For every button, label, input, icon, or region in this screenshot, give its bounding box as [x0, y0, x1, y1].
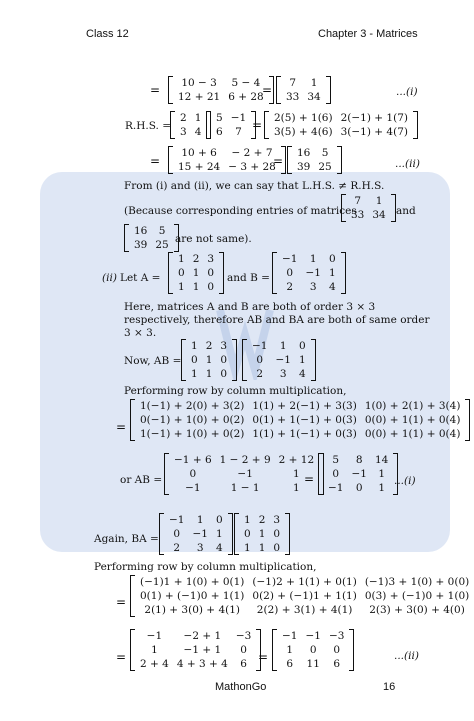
matrix-entry: 3	[220, 340, 228, 352]
matrix	[341, 194, 396, 222]
matrix-entry: 25	[318, 161, 332, 173]
matrix-entry: −1	[192, 528, 208, 540]
matrix	[287, 146, 342, 174]
matrix-entry: 2	[180, 112, 187, 124]
matrix-entry: 1	[178, 281, 185, 293]
matrix-entry: 1	[151, 644, 158, 656]
page-number: 16	[383, 681, 396, 693]
matrix-entry: 0	[220, 354, 228, 366]
matrix-entry: 1(1) + 1(−1) + 0(3)	[252, 428, 357, 440]
matrix-table	[187, 339, 231, 381]
matrix-entry: 25	[155, 239, 169, 251]
matrix-entry: −1	[146, 630, 163, 642]
matrix-entry: 4 + 3 + 4	[176, 658, 228, 670]
matrix-entry: 0	[333, 644, 341, 656]
matrix	[242, 339, 316, 381]
matrix-entry: −1	[282, 253, 298, 265]
matrix-entry: 1(1) + 2(−1) + 3(3)	[252, 400, 357, 412]
matrix-entry: 1	[178, 253, 185, 265]
matrix-entry: 2	[205, 340, 213, 352]
matrix-entry: 4	[215, 542, 223, 554]
matrix-table	[174, 252, 218, 294]
matrix	[130, 399, 470, 441]
matrix-entry: 0	[173, 528, 181, 540]
matrix-entry: 1	[375, 195, 383, 207]
matrix-entry: 0	[189, 468, 197, 480]
matrix-entry: 1	[205, 354, 213, 366]
header-chapter: Chapter 3 - Matrices	[318, 28, 418, 40]
matrix-table	[170, 453, 318, 495]
text-line: Here, matrices A and B are both of order 3 × 3	[124, 301, 376, 313]
matrix-entry: 3	[279, 368, 287, 380]
text-line: 3 × 3.	[124, 327, 157, 339]
matrix-entry: 0	[191, 354, 198, 366]
matrix-entry: 34	[372, 209, 386, 221]
matrix-table	[176, 111, 205, 139]
rhs-label: R.H.S. =	[125, 120, 172, 132]
matrix-table	[278, 629, 348, 671]
matrix-table	[270, 111, 412, 139]
equation-tag: ...(ii)	[395, 158, 420, 170]
matrix-entry: 10 − 3	[181, 77, 217, 89]
matrix	[159, 513, 233, 555]
matrix	[124, 224, 179, 252]
matrix-entry: 0(−1) + 1(0) + 0(2)	[140, 414, 245, 426]
matrix-entry: 0	[286, 267, 294, 279]
matrix-entry: 0	[240, 644, 247, 656]
text-line: or AB =	[120, 474, 163, 486]
matrix-entry: 16	[297, 147, 311, 159]
matrix-table	[174, 76, 268, 104]
matrix	[130, 575, 474, 617]
matrix-entry: 1	[192, 281, 200, 293]
matrix-entry: 1	[191, 368, 198, 380]
matrix-table	[174, 146, 280, 174]
text-line: and B =	[227, 272, 270, 284]
matrix-entry: 2	[286, 281, 294, 293]
text-line: Again, BA =	[94, 533, 159, 545]
text-line: (Because corresponding entries of matrices	[124, 205, 357, 217]
matrix	[272, 252, 346, 294]
matrix-entry: − 2 + 7	[231, 147, 273, 159]
matrix-entry: 39	[297, 161, 311, 173]
matrix-entry: 2 + 4	[140, 658, 169, 670]
matrix-entry: −1	[282, 630, 298, 642]
matrix-entry: 0	[328, 253, 336, 265]
matrix-entry: 0(2) + (−1)1 + 1(1)	[252, 590, 357, 602]
matrix-entry: −1	[305, 267, 321, 279]
matrix-entry: 1 − 1	[230, 482, 260, 494]
matrix-entry: −1	[237, 468, 253, 480]
matrix-entry: 7	[235, 126, 242, 138]
matrix-entry: 5	[332, 454, 340, 466]
equation-tag: ...(i)	[394, 475, 416, 487]
matrix-entry: 0	[207, 267, 215, 279]
matrix-entry: 33	[351, 209, 365, 221]
matrix-entry: 0	[273, 542, 281, 554]
matrix-entry: −1	[328, 482, 344, 494]
matrix-entry: 0(3) + (−1)0 + 1(0)	[364, 590, 470, 602]
matrix-entry: 1	[310, 77, 318, 89]
matrix-entry: 34	[307, 91, 321, 103]
matrix-entry: 1	[258, 528, 266, 540]
matrix-entry: 1	[258, 542, 266, 554]
matrix	[318, 453, 398, 495]
matrix-table	[248, 339, 310, 381]
matrix-entry: 33	[286, 91, 300, 103]
footer-brand: MathonGo	[215, 681, 267, 693]
matrix-entry: 2(3) + 3(0) + 4(0)	[369, 604, 465, 616]
matrix	[206, 111, 256, 139]
header-class: Class 12	[86, 28, 129, 40]
matrix-entry: −3	[328, 630, 345, 642]
matrix-entry: 1	[328, 267, 336, 279]
matrix-entry: 6	[216, 126, 223, 138]
matrix-entry: 0	[332, 468, 340, 480]
matrix	[164, 453, 324, 495]
matrix-entry: 3(−1) + 4(7)	[340, 126, 408, 138]
matrix-entry: 1	[293, 468, 300, 480]
matrix-entry: 1	[196, 514, 204, 526]
matrix-entry: 0	[298, 340, 306, 352]
matrix-entry: 1	[309, 253, 317, 265]
matrix-entry: 5 − 4	[231, 77, 261, 89]
matrix-entry: 1	[191, 340, 198, 352]
matrix-entry: (−1)1 + 1(0) + 0(1)	[140, 576, 245, 588]
matrix-entry: 1	[378, 482, 385, 494]
matrix-entry: 3	[180, 126, 187, 138]
matrix-entry: 1(−1) + 2(0) + 3(2)	[140, 400, 245, 412]
matrix-entry: 5	[216, 112, 223, 124]
matrix-entry: (−1)2 + 1(1) + 0(1)	[252, 576, 357, 588]
matrix-entry: 0	[207, 281, 215, 293]
matrix-entry: −1	[351, 468, 367, 480]
matrix-entry: 1(−1) + 1(0) + 0(2)	[140, 428, 245, 440]
matrix-entry: 3(5) + 4(6)	[274, 126, 333, 138]
matrix-entry: −1 + 6	[174, 454, 212, 466]
text-line: Now, AB =	[124, 355, 182, 367]
matrix-entry: 3	[309, 281, 317, 293]
matrix-entry: 0	[220, 368, 228, 380]
matrix	[264, 111, 418, 139]
matrix-entry: 6 + 28	[228, 91, 264, 103]
matrix-entry: 0	[244, 528, 251, 540]
matrix-entry: 1	[286, 644, 294, 656]
matrix-entry: 7	[354, 195, 362, 207]
matrix-entry: −1	[305, 630, 321, 642]
matrix-entry: 1	[378, 468, 385, 480]
text-line: Performing row by column multiplication,	[94, 561, 317, 573]
matrix-entry: 4	[328, 281, 336, 293]
matrix-entry: 5	[158, 225, 166, 237]
matrix-entry: 2	[192, 253, 200, 265]
text-line: and	[396, 205, 416, 217]
matrix-entry: 1	[293, 482, 300, 494]
matrix	[130, 629, 261, 671]
matrix-entry: −1	[252, 340, 268, 352]
matrix	[234, 513, 290, 555]
matrix-entry: 10 + 6	[181, 147, 217, 159]
matrix-table	[130, 224, 173, 252]
text-line: are not same).	[175, 233, 252, 245]
matrix-entry: 0(1) + (−1)0 + 1(1)	[140, 590, 245, 602]
matrix-entry: −1 + 1	[183, 644, 222, 656]
matrix-entry: 15 + 24	[178, 161, 221, 173]
text-line: Let A =	[120, 272, 161, 284]
matrix-table	[293, 146, 336, 174]
item-label: (ii)	[102, 272, 117, 284]
matrix-entry: 6	[333, 658, 341, 670]
matrix-entry: 39	[134, 239, 148, 251]
matrix-entry: 1	[244, 514, 251, 526]
matrix-entry: 5	[321, 147, 329, 159]
matrix-entry: 1	[192, 267, 200, 279]
matrix-entry: −1	[169, 514, 185, 526]
matrix-entry: 0	[215, 514, 223, 526]
matrix-entry: −1	[230, 112, 247, 124]
matrix-entry: 2(1) + 3(0) + 4(1)	[144, 604, 240, 616]
matrix-entry: 0	[355, 482, 363, 494]
matrix-entry: 2	[173, 542, 181, 554]
text-line: Performing row by column multiplication,	[124, 385, 347, 397]
matrix-entry: 0	[273, 528, 281, 540]
matrix-entry: 3	[207, 253, 215, 265]
matrix-entry: 1	[244, 542, 251, 554]
matrix-entry: 8	[355, 454, 363, 466]
matrix-entry: − 3 + 28	[228, 161, 276, 173]
matrix-table	[347, 194, 390, 222]
matrix-entry: 1	[279, 340, 287, 352]
matrix	[168, 76, 274, 104]
matrix	[168, 252, 224, 294]
matrix-entry: 2	[256, 368, 264, 380]
matrix-entry: 6	[240, 658, 247, 670]
matrix-entry: 1	[205, 368, 213, 380]
matrix-entry: 3	[196, 542, 204, 554]
matrix-entry: −1	[275, 354, 291, 366]
matrix-entry: 2(5) + 1(6)	[274, 112, 333, 124]
matrix-entry: 14	[374, 454, 389, 466]
matrix-entry: 0(0) + 1(1) + 0(4)	[364, 414, 461, 426]
matrix-table	[282, 76, 325, 104]
matrix-entry: 6	[286, 658, 294, 670]
matrix-table	[136, 629, 255, 671]
matrix-entry: 2	[258, 514, 266, 526]
matrix-entry: 4	[298, 368, 306, 380]
matrix-table	[136, 399, 464, 441]
matrix-entry: 3	[273, 514, 281, 526]
matrix-table	[324, 453, 392, 495]
matrix-table	[165, 513, 227, 555]
matrix-entry: (−1)3 + 1(0) + 0(0)	[364, 576, 470, 588]
matrix-entry: 0	[256, 354, 264, 366]
matrix-table	[278, 252, 340, 294]
matrix-table	[136, 575, 473, 617]
equation-tag: ...(i)	[396, 86, 418, 98]
matrix-entry: 16	[134, 225, 148, 237]
matrix	[276, 76, 331, 104]
matrix-entry: 2(2) + 3(1) + 4(1)	[256, 604, 353, 616]
matrix-table	[212, 111, 250, 139]
text-line: respectively, therefore AB and BA are both of same order	[124, 314, 430, 326]
matrix-entry: −3	[235, 630, 252, 642]
text-line: From (i) and (ii), we can say that L.H.S. ≠ R.H.S.	[124, 180, 385, 192]
equation-tag: ...(ii)	[394, 650, 419, 662]
matrix-entry: 1(0) + 2(1) + 3(4)	[364, 400, 461, 412]
matrix	[168, 146, 286, 174]
matrix-entry: 12 + 21	[178, 91, 221, 103]
matrix-entry: 0	[309, 644, 317, 656]
matrix-entry: 0(1) + 1(−1) + 0(3)	[252, 414, 357, 426]
matrix-entry: −2 + 1	[183, 630, 222, 642]
matrix-entry: 1	[215, 528, 223, 540]
matrix-entry: 7	[289, 77, 297, 89]
matrix-entry: 1 − 2 + 9	[219, 454, 271, 466]
matrix-entry: 2 + 12	[278, 454, 315, 466]
matrix-entry: 4	[194, 126, 202, 138]
matrix-table	[240, 513, 284, 555]
matrix-entry: 1	[298, 354, 306, 366]
matrix-entry: 11	[306, 658, 320, 670]
matrix-entry: 1	[194, 112, 202, 124]
matrix-entry: 2(−1) + 1(7)	[340, 112, 408, 124]
matrix	[272, 629, 354, 671]
matrix-entry: 0	[178, 267, 185, 279]
matrix-entry: −1	[185, 482, 201, 494]
matrix	[181, 339, 237, 381]
matrix-entry: 0(0) + 1(1) + 0(4)	[364, 428, 461, 440]
